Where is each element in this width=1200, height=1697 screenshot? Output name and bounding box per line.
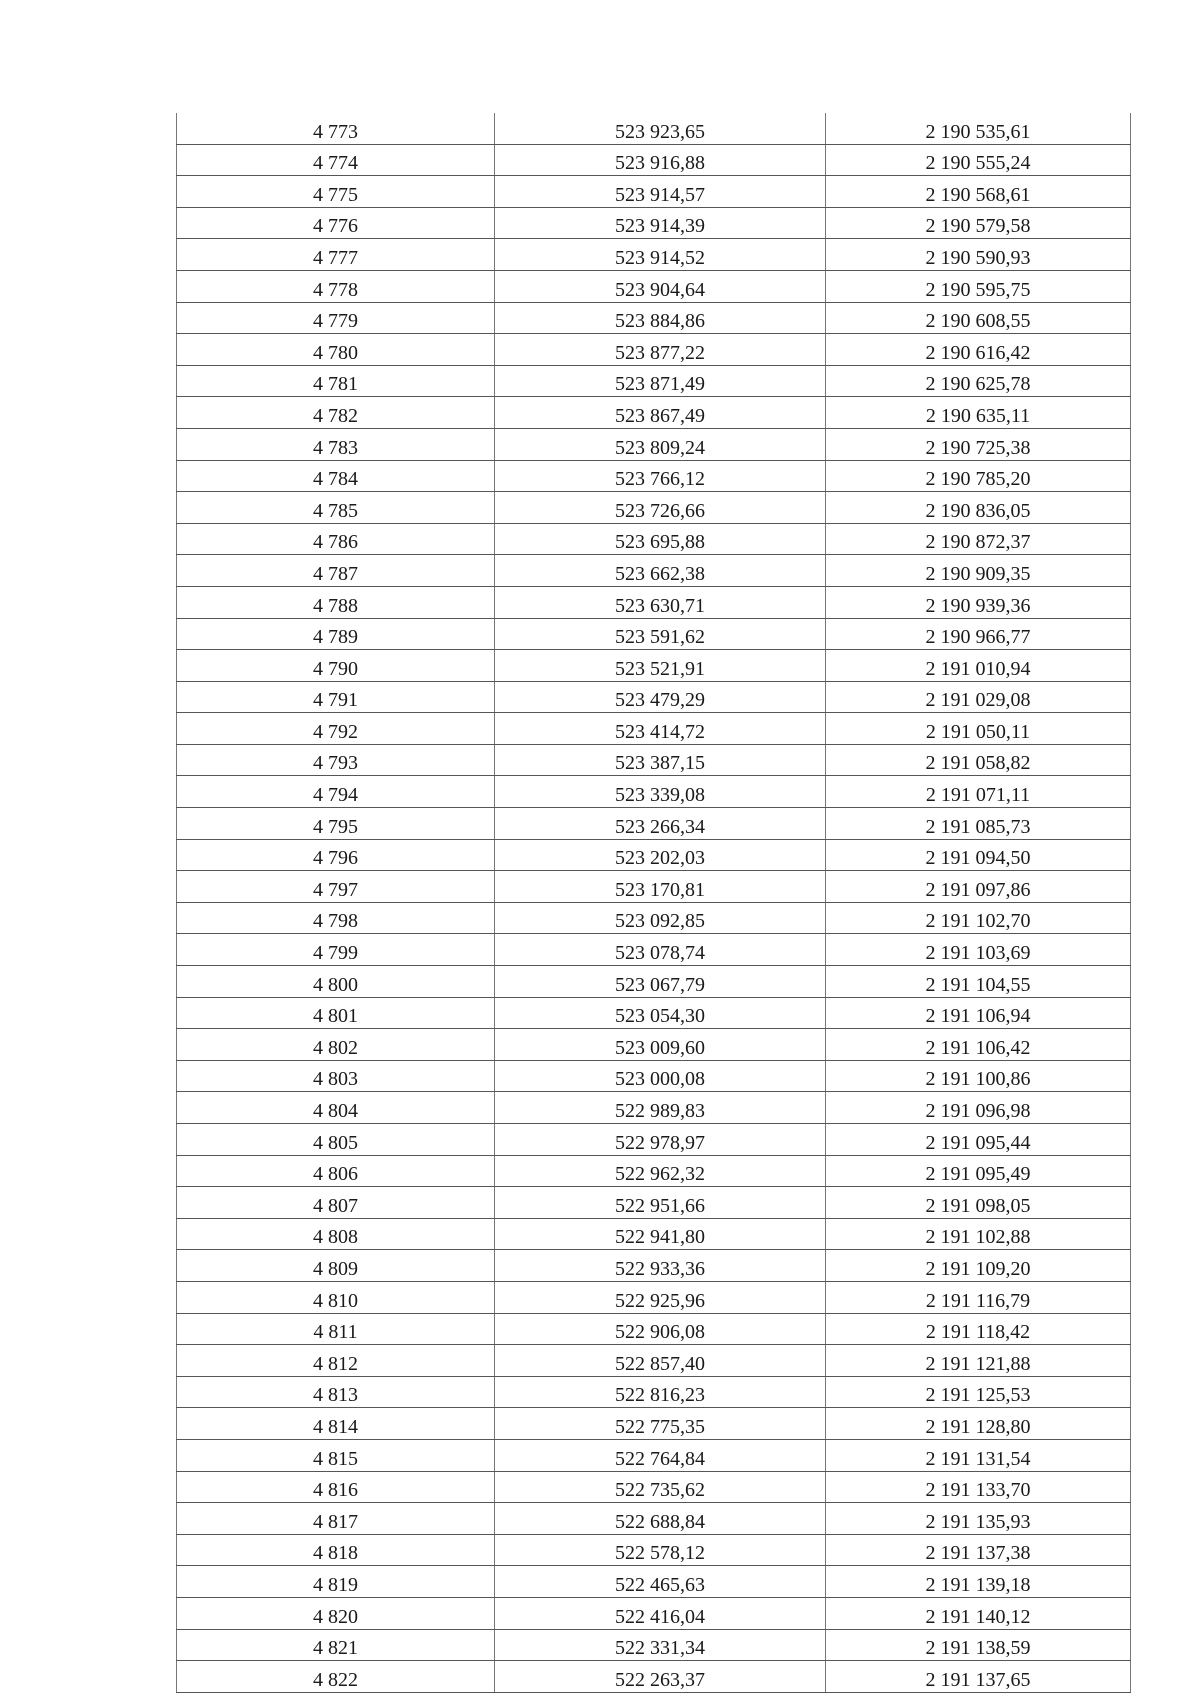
x-coordinate-cell: 523 914,52 bbox=[495, 239, 826, 271]
y-coordinate-cell: 2 190 939,36 bbox=[826, 586, 1131, 618]
y-coordinate-cell: 2 190 595,75 bbox=[826, 270, 1131, 302]
x-coordinate-cell: 522 857,40 bbox=[495, 1345, 826, 1377]
table-row bbox=[177, 650, 1131, 682]
table-row bbox=[177, 1345, 1131, 1377]
y-coordinate-cell: 2 191 139,18 bbox=[826, 1566, 1131, 1598]
point-number-cell: 4 794 bbox=[177, 776, 495, 808]
table-row bbox=[177, 1092, 1131, 1124]
table-row bbox=[177, 1281, 1131, 1313]
point-number-cell: 4 791 bbox=[177, 681, 495, 713]
table-row bbox=[177, 555, 1131, 587]
point-number-cell: 4 804 bbox=[177, 1092, 495, 1124]
x-coordinate-cell: 523 809,24 bbox=[495, 428, 826, 460]
y-coordinate-cell: 2 191 121,88 bbox=[826, 1345, 1131, 1377]
y-coordinate-cell: 2 191 096,98 bbox=[826, 1092, 1131, 1124]
y-coordinate-cell: 2 191 097,86 bbox=[826, 871, 1131, 903]
point-number-cell: 4 811 bbox=[177, 1313, 495, 1345]
table-row bbox=[177, 1155, 1131, 1187]
point-number-cell: 4 780 bbox=[177, 334, 495, 366]
table-row bbox=[177, 270, 1131, 302]
point-number-cell: 4 774 bbox=[177, 144, 495, 176]
table-row bbox=[177, 1313, 1131, 1345]
x-coordinate-cell: 522 941,80 bbox=[495, 1218, 826, 1250]
y-coordinate-cell: 2 191 118,42 bbox=[826, 1313, 1131, 1345]
y-coordinate-cell: 2 190 590,93 bbox=[826, 239, 1131, 271]
point-number-cell: 4 779 bbox=[177, 302, 495, 334]
y-coordinate-cell: 2 191 135,93 bbox=[826, 1503, 1131, 1535]
y-coordinate-cell: 2 190 725,38 bbox=[826, 428, 1131, 460]
x-coordinate-cell: 522 933,36 bbox=[495, 1250, 826, 1282]
point-number-cell: 4 778 bbox=[177, 270, 495, 302]
y-coordinate-cell: 2 190 872,37 bbox=[826, 523, 1131, 555]
point-number-cell: 4 783 bbox=[177, 428, 495, 460]
coordinates-table-body bbox=[177, 113, 1131, 1692]
point-number-cell: 4 797 bbox=[177, 871, 495, 903]
x-coordinate-cell: 522 331,34 bbox=[495, 1629, 826, 1661]
coordinates-table bbox=[176, 113, 1131, 1693]
x-coordinate-cell: 522 263,37 bbox=[495, 1661, 826, 1693]
point-number-cell: 4 814 bbox=[177, 1408, 495, 1440]
y-coordinate-cell: 2 191 094,50 bbox=[826, 839, 1131, 871]
x-coordinate-cell: 523 000,08 bbox=[495, 1060, 826, 1092]
x-coordinate-cell: 522 578,12 bbox=[495, 1534, 826, 1566]
table-row bbox=[177, 113, 1131, 144]
x-coordinate-cell: 522 416,04 bbox=[495, 1597, 826, 1629]
point-number-cell: 4 775 bbox=[177, 176, 495, 208]
point-number-cell: 4 785 bbox=[177, 492, 495, 524]
table-row bbox=[177, 1187, 1131, 1219]
y-coordinate-cell: 2 191 106,42 bbox=[826, 1029, 1131, 1061]
point-number-cell: 4 821 bbox=[177, 1629, 495, 1661]
x-coordinate-cell: 523 266,34 bbox=[495, 808, 826, 840]
y-coordinate-cell: 2 191 131,54 bbox=[826, 1439, 1131, 1471]
x-coordinate-cell: 522 688,84 bbox=[495, 1503, 826, 1535]
x-coordinate-cell: 522 925,96 bbox=[495, 1281, 826, 1313]
y-coordinate-cell: 2 191 137,38 bbox=[826, 1534, 1131, 1566]
point-number-cell: 4 796 bbox=[177, 839, 495, 871]
table-row bbox=[177, 1597, 1131, 1629]
table-row bbox=[177, 334, 1131, 366]
x-coordinate-cell: 523 170,81 bbox=[495, 871, 826, 903]
table-row bbox=[177, 1408, 1131, 1440]
x-coordinate-cell: 523 916,88 bbox=[495, 144, 826, 176]
y-coordinate-cell: 2 190 535,61 bbox=[826, 113, 1131, 144]
point-number-cell: 4 803 bbox=[177, 1060, 495, 1092]
y-coordinate-cell: 2 190 635,11 bbox=[826, 397, 1131, 429]
x-coordinate-cell: 523 202,03 bbox=[495, 839, 826, 871]
x-coordinate-cell: 522 764,84 bbox=[495, 1439, 826, 1471]
y-coordinate-cell: 2 191 100,86 bbox=[826, 1060, 1131, 1092]
point-number-cell: 4 789 bbox=[177, 618, 495, 650]
x-coordinate-cell: 522 951,66 bbox=[495, 1187, 826, 1219]
point-number-cell: 4 815 bbox=[177, 1439, 495, 1471]
point-number-cell: 4 806 bbox=[177, 1155, 495, 1187]
table-row bbox=[177, 871, 1131, 903]
table-row bbox=[177, 713, 1131, 745]
y-coordinate-cell: 2 191 050,11 bbox=[826, 713, 1131, 745]
y-coordinate-cell: 2 190 555,24 bbox=[826, 144, 1131, 176]
x-coordinate-cell: 523 067,79 bbox=[495, 966, 826, 998]
point-number-cell: 4 818 bbox=[177, 1534, 495, 1566]
point-number-cell: 4 808 bbox=[177, 1218, 495, 1250]
table-row bbox=[177, 618, 1131, 650]
x-coordinate-cell: 523 726,66 bbox=[495, 492, 826, 524]
table-row bbox=[177, 460, 1131, 492]
x-coordinate-cell: 523 904,64 bbox=[495, 270, 826, 302]
x-coordinate-cell: 522 816,23 bbox=[495, 1376, 826, 1408]
table-row bbox=[177, 523, 1131, 555]
point-number-cell: 4 805 bbox=[177, 1124, 495, 1156]
y-coordinate-cell: 2 190 966,77 bbox=[826, 618, 1131, 650]
table-row bbox=[177, 365, 1131, 397]
table-row bbox=[177, 1376, 1131, 1408]
point-number-cell: 4 798 bbox=[177, 902, 495, 934]
y-coordinate-cell: 2 191 106,94 bbox=[826, 997, 1131, 1029]
x-coordinate-cell: 523 871,49 bbox=[495, 365, 826, 397]
y-coordinate-cell: 2 191 137,65 bbox=[826, 1661, 1131, 1693]
table-row bbox=[177, 397, 1131, 429]
x-coordinate-cell: 523 914,57 bbox=[495, 176, 826, 208]
x-coordinate-cell: 523 766,12 bbox=[495, 460, 826, 492]
table-row bbox=[177, 1250, 1131, 1282]
point-number-cell: 4 777 bbox=[177, 239, 495, 271]
y-coordinate-cell: 2 191 102,88 bbox=[826, 1218, 1131, 1250]
point-number-cell: 4 813 bbox=[177, 1376, 495, 1408]
x-coordinate-cell: 523 695,88 bbox=[495, 523, 826, 555]
x-coordinate-cell: 522 775,35 bbox=[495, 1408, 826, 1440]
point-number-cell: 4 787 bbox=[177, 555, 495, 587]
table-row bbox=[177, 302, 1131, 334]
table-row bbox=[177, 1124, 1131, 1156]
table-row bbox=[177, 966, 1131, 998]
table-row bbox=[177, 239, 1131, 271]
y-coordinate-cell: 2 191 116,79 bbox=[826, 1281, 1131, 1313]
table-row bbox=[177, 839, 1131, 871]
point-number-cell: 4 782 bbox=[177, 397, 495, 429]
table-row bbox=[177, 1503, 1131, 1535]
table-row bbox=[177, 428, 1131, 460]
point-number-cell: 4 802 bbox=[177, 1029, 495, 1061]
table-row bbox=[177, 997, 1131, 1029]
x-coordinate-cell: 522 465,63 bbox=[495, 1566, 826, 1598]
table-row bbox=[177, 492, 1131, 524]
table-row bbox=[177, 1566, 1131, 1598]
x-coordinate-cell: 523 914,39 bbox=[495, 207, 826, 239]
table-row bbox=[177, 776, 1131, 808]
point-number-cell: 4 795 bbox=[177, 808, 495, 840]
point-number-cell: 4 788 bbox=[177, 586, 495, 618]
point-number-cell: 4 784 bbox=[177, 460, 495, 492]
y-coordinate-cell: 2 191 125,53 bbox=[826, 1376, 1131, 1408]
y-coordinate-cell: 2 191 085,73 bbox=[826, 808, 1131, 840]
y-coordinate-cell: 2 191 095,44 bbox=[826, 1124, 1131, 1156]
table-row bbox=[177, 1471, 1131, 1503]
x-coordinate-cell: 523 867,49 bbox=[495, 397, 826, 429]
y-coordinate-cell: 2 191 102,70 bbox=[826, 902, 1131, 934]
point-number-cell: 4 773 bbox=[177, 113, 495, 144]
point-number-cell: 4 820 bbox=[177, 1597, 495, 1629]
point-number-cell: 4 793 bbox=[177, 744, 495, 776]
y-coordinate-cell: 2 190 909,35 bbox=[826, 555, 1131, 587]
x-coordinate-cell: 523 092,85 bbox=[495, 902, 826, 934]
x-coordinate-cell: 522 906,08 bbox=[495, 1313, 826, 1345]
table-row bbox=[177, 1629, 1131, 1661]
table-row bbox=[177, 1218, 1131, 1250]
table-row bbox=[177, 144, 1131, 176]
table-row bbox=[177, 176, 1131, 208]
x-coordinate-cell: 523 414,72 bbox=[495, 713, 826, 745]
x-coordinate-cell: 523 884,86 bbox=[495, 302, 826, 334]
table-row bbox=[177, 1661, 1131, 1693]
point-number-cell: 4 786 bbox=[177, 523, 495, 555]
point-number-cell: 4 810 bbox=[177, 1281, 495, 1313]
table-row bbox=[177, 207, 1131, 239]
x-coordinate-cell: 523 009,60 bbox=[495, 1029, 826, 1061]
y-coordinate-cell: 2 191 098,05 bbox=[826, 1187, 1131, 1219]
y-coordinate-cell: 2 191 109,20 bbox=[826, 1250, 1131, 1282]
x-coordinate-cell: 523 479,29 bbox=[495, 681, 826, 713]
table-row bbox=[177, 681, 1131, 713]
point-number-cell: 4 822 bbox=[177, 1661, 495, 1693]
point-number-cell: 4 819 bbox=[177, 1566, 495, 1598]
y-coordinate-cell: 2 191 128,80 bbox=[826, 1408, 1131, 1440]
point-number-cell: 4 817 bbox=[177, 1503, 495, 1535]
y-coordinate-cell: 2 191 029,08 bbox=[826, 681, 1131, 713]
x-coordinate-cell: 523 877,22 bbox=[495, 334, 826, 366]
table-row bbox=[177, 1029, 1131, 1061]
y-coordinate-cell: 2 190 836,05 bbox=[826, 492, 1131, 524]
point-number-cell: 4 790 bbox=[177, 650, 495, 682]
y-coordinate-cell: 2 191 010,94 bbox=[826, 650, 1131, 682]
x-coordinate-cell: 522 735,62 bbox=[495, 1471, 826, 1503]
y-coordinate-cell: 2 191 133,70 bbox=[826, 1471, 1131, 1503]
x-coordinate-cell: 523 662,38 bbox=[495, 555, 826, 587]
point-number-cell: 4 816 bbox=[177, 1471, 495, 1503]
y-coordinate-cell: 2 191 140,12 bbox=[826, 1597, 1131, 1629]
y-coordinate-cell: 2 191 058,82 bbox=[826, 744, 1131, 776]
x-coordinate-cell: 523 387,15 bbox=[495, 744, 826, 776]
x-coordinate-cell: 523 923,65 bbox=[495, 113, 826, 144]
table-row bbox=[177, 586, 1131, 618]
x-coordinate-cell: 523 521,91 bbox=[495, 650, 826, 682]
x-coordinate-cell: 523 591,62 bbox=[495, 618, 826, 650]
x-coordinate-cell: 523 339,08 bbox=[495, 776, 826, 808]
y-coordinate-cell: 2 190 625,78 bbox=[826, 365, 1131, 397]
y-coordinate-cell: 2 191 104,55 bbox=[826, 966, 1131, 998]
table-row bbox=[177, 1060, 1131, 1092]
y-coordinate-cell: 2 190 608,55 bbox=[826, 302, 1131, 334]
x-coordinate-cell: 522 978,97 bbox=[495, 1124, 826, 1156]
point-number-cell: 4 809 bbox=[177, 1250, 495, 1282]
point-number-cell: 4 781 bbox=[177, 365, 495, 397]
x-coordinate-cell: 523 078,74 bbox=[495, 934, 826, 966]
y-coordinate-cell: 2 190 785,20 bbox=[826, 460, 1131, 492]
y-coordinate-cell: 2 190 616,42 bbox=[826, 334, 1131, 366]
table-row bbox=[177, 1439, 1131, 1471]
point-number-cell: 4 799 bbox=[177, 934, 495, 966]
table-row bbox=[177, 934, 1131, 966]
x-coordinate-cell: 523 630,71 bbox=[495, 586, 826, 618]
y-coordinate-cell: 2 191 095,49 bbox=[826, 1155, 1131, 1187]
y-coordinate-cell: 2 191 138,59 bbox=[826, 1629, 1131, 1661]
table-row bbox=[177, 1534, 1131, 1566]
y-coordinate-cell: 2 191 103,69 bbox=[826, 934, 1131, 966]
table-row bbox=[177, 808, 1131, 840]
point-number-cell: 4 792 bbox=[177, 713, 495, 745]
point-number-cell: 4 807 bbox=[177, 1187, 495, 1219]
y-coordinate-cell: 2 190 568,61 bbox=[826, 176, 1131, 208]
table-row bbox=[177, 744, 1131, 776]
x-coordinate-cell: 522 989,83 bbox=[495, 1092, 826, 1124]
x-coordinate-cell: 522 962,32 bbox=[495, 1155, 826, 1187]
x-coordinate-cell: 523 054,30 bbox=[495, 997, 826, 1029]
table-row bbox=[177, 902, 1131, 934]
y-coordinate-cell: 2 190 579,58 bbox=[826, 207, 1131, 239]
point-number-cell: 4 776 bbox=[177, 207, 495, 239]
point-number-cell: 4 812 bbox=[177, 1345, 495, 1377]
point-number-cell: 4 800 bbox=[177, 966, 495, 998]
y-coordinate-cell: 2 191 071,11 bbox=[826, 776, 1131, 808]
point-number-cell: 4 801 bbox=[177, 997, 495, 1029]
